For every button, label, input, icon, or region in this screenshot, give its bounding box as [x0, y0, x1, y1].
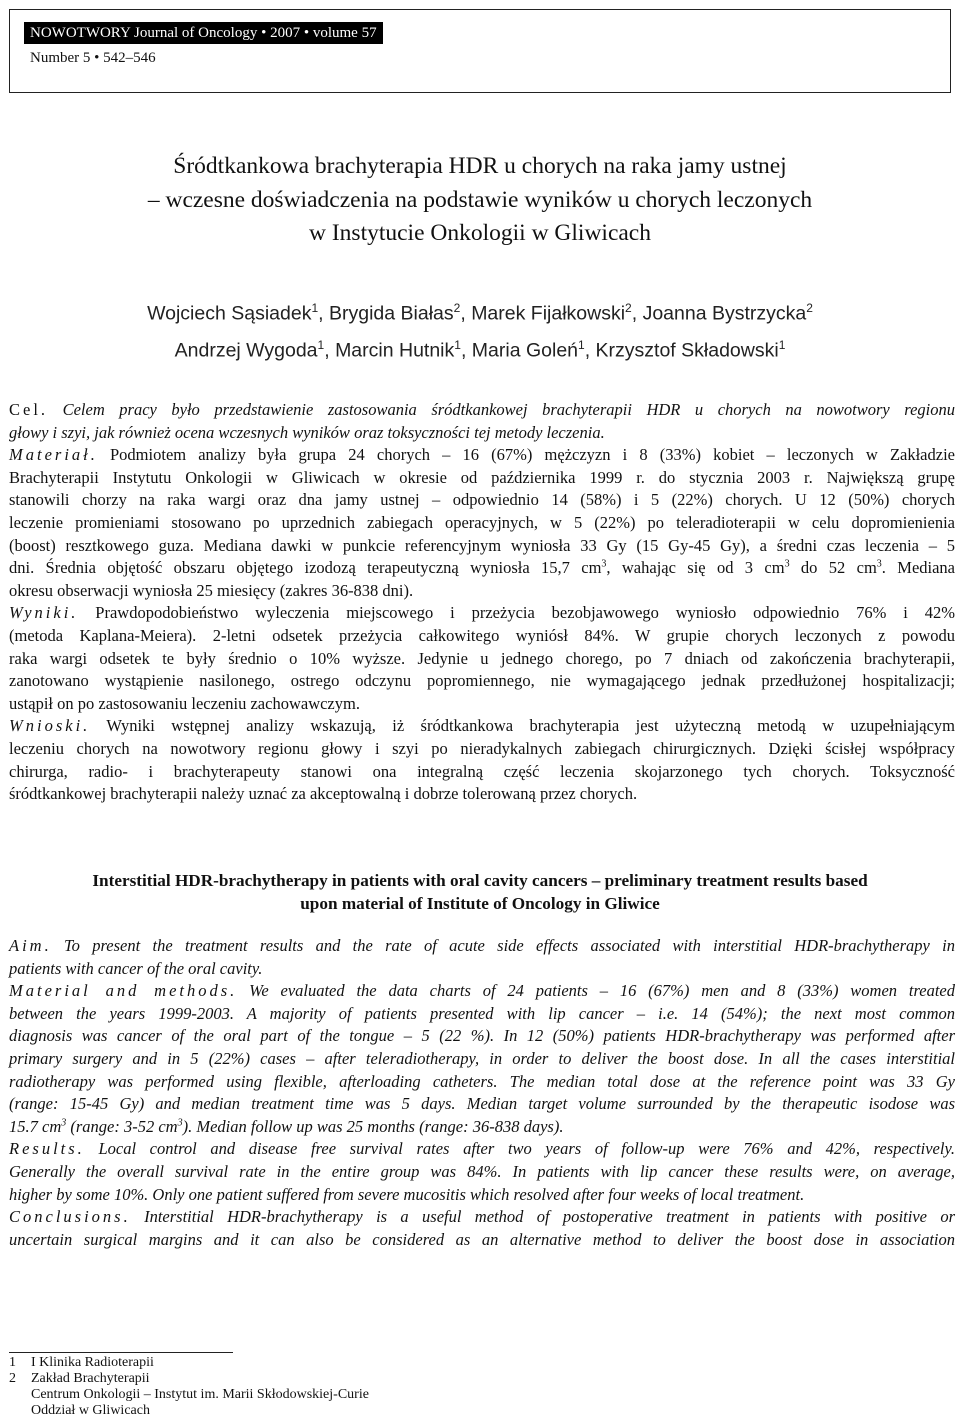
english-title-line: Interstitial HDR-brachytherapy in patients with oral cavity cancers – preliminary treatment results based	[92, 871, 868, 890]
footnote-text: Zakład Brachyterapii	[31, 1371, 150, 1386]
abstract-text: To present the treatment results and the rate of acute side effects associated with interstitial HDR-brachytherapy in	[51, 936, 955, 955]
footnote-text: Oddział w Gliwicach	[31, 1403, 150, 1418]
footnote-number	[9, 1403, 31, 1419]
abstract-text: We evaluated the data charts of 24 patients – 16 (67%) men and 8 (33%) women treated	[237, 981, 955, 1001]
abstract-text: raka wargi odsetek te były średnio o 10% wyższe. Jedynie u jednego chorego, po 7 dniach od zakończenia brachyterapii,	[9, 648, 955, 668]
abstract-line	[9, 535, 955, 558]
superscript: 3	[784, 558, 790, 570]
title-line: – wczesne doświadczenia na podstawie wyników u chorych leczonych	[147, 186, 813, 213]
affiliation-mark: 1	[578, 337, 585, 352]
abstract-text: , wahając się od 3 cm	[606, 558, 785, 578]
affiliation-mark: 1	[454, 337, 461, 352]
abstract-polish	[9, 399, 955, 806]
section-label: Material and methods.	[9, 981, 238, 1001]
author-name: Andrzej Wygoda	[174, 339, 318, 361]
abstract-text: śródtkankowej brachyterapii należy uznać za akceptowalną i dobrze tolerowaną przez chorych.	[9, 784, 638, 804]
author-name: Joanna Bystrzycka	[642, 302, 807, 325]
abstract-text: (range: 15-45 Gy) and median treatment time was 5 days. Median target volume surrounded by the therapeutic isodose was	[9, 1094, 955, 1114]
affiliation-mark: 1	[311, 301, 319, 315]
section-label: Materiał.	[9, 445, 98, 465]
abstract-text: between the years 1999-2003. A majority of patients presented with lip cancer – i.e. 14 (54%); the next most common	[9, 1003, 955, 1023]
abstract-line	[9, 670, 955, 693]
abstract-line	[9, 1048, 955, 1071]
affiliation-mark: 1	[778, 337, 786, 352]
abstract-line	[9, 1184, 955, 1207]
section-label: Cel.	[9, 400, 49, 419]
affiliation-mark: 2	[806, 301, 813, 315]
abstract-text: primary surgery and in 5 (22%) cases – after teleradiotherapy, in order to deliver the boost dose. In all the cases interstitial	[9, 1048, 955, 1068]
abstract-line	[9, 580, 955, 603]
abstract-line	[9, 783, 955, 806]
superscript: 3	[601, 558, 607, 570]
abstract-text: leczeniu chorych na nowotwory regionu głowy i szyi po nieradykalnych zabiegach chirurgicznych. Dzięki ścisłej współpracy	[9, 738, 955, 758]
title-line: Śródtkankowa brachyterapia HDR u chorych na raka jamy ustnej	[173, 153, 787, 179]
abstract-text: uncertain surgical margins and it can also be considered as an alternative method to deliver the boost dose in association	[9, 1229, 955, 1249]
footnote-line	[9, 1355, 369, 1371]
abstract-text: higher by some 10%. Only one patient suffered from severe mucositis which resolved after four weeks of local treatment.	[9, 1184, 805, 1204]
abstract-line	[9, 715, 955, 738]
english-title	[20, 869, 940, 915]
abstract-line	[9, 761, 955, 784]
abstract-line	[9, 602, 955, 625]
author-name: Marcin Hutnik	[335, 339, 455, 361]
abstract-line	[9, 1071, 955, 1094]
section-label: Results.	[9, 1139, 85, 1159]
abstract-text: głowy i szyi, jak również ocena wczesnych wyników oraz toksyczności tej metody leczenia.	[9, 422, 605, 442]
abstract-text: radiotherapy was performed using flexible, afterloading catheters. The median total dose at the reference point was 33 Gy	[9, 1071, 955, 1091]
author-name: Marek Fijałkowski	[471, 302, 626, 325]
abstract-line	[9, 444, 955, 467]
footnote-number: 2	[9, 1371, 16, 1386]
journal-name-banner: NOWOTWORY Journal of Oncology • 2007 • volume 57	[24, 22, 383, 44]
abstract-line	[9, 648, 955, 671]
abstract-line	[9, 1138, 955, 1161]
abstract-line	[9, 1229, 955, 1252]
abstract-text: diagnosis was cancer of the oral part of the tongue – 5 (22 %). In 12 (50%) patients HDR-brachytherapy was performed after	[9, 1026, 955, 1046]
abstract-english	[9, 935, 955, 1251]
footnote-number: 1	[9, 1355, 16, 1370]
title-line: w Instytucie Onkologii w Gliwicach	[309, 220, 651, 246]
abstract-text: Local control and disease free survival rates after two years of follow-up were 76% and 42%, respectively.	[84, 1139, 955, 1159]
footnote-line	[9, 1403, 369, 1419]
footnotes	[9, 1355, 369, 1419]
section-label: Wyniki.	[9, 603, 79, 623]
author-list	[30, 293, 930, 366]
abstract-text: Celem pracy było przedstawienie zastosowania śródtkankowej brachyterapii HDR u chorych na nowotwory regionu	[48, 400, 955, 419]
abstract-line	[9, 557, 955, 580]
abstract-text: Wyniki wstępnej analizy wskazują, iż śródtkankowa brachyterapia jest użyteczną metodą w uzupełniającym	[90, 716, 955, 736]
abstract-line	[9, 625, 955, 648]
footnote-line	[9, 1387, 369, 1403]
section-label: Wnioski.	[9, 716, 91, 736]
abstract-text: . Mediana	[881, 558, 955, 578]
footnote-text: Centrum Onkologii – Instytut im. Marii Skłodowskiej-Curie	[31, 1387, 369, 1402]
abstract-line	[9, 935, 955, 958]
article-title	[30, 150, 930, 251]
abstract-text: Interstitial HDR-brachytherapy is a useful method of postoperative treatment in patients with positive or	[130, 1207, 955, 1227]
abstract-line	[9, 738, 955, 761]
abstract-line	[9, 467, 955, 490]
section-label: Conclusions.	[9, 1207, 131, 1227]
abstract-line	[9, 980, 955, 1003]
abstract-text: patients with cancer of the oral cavity.	[9, 958, 263, 978]
author-name: Maria Goleń	[471, 339, 579, 361]
abstract-line	[9, 399, 955, 422]
english-title-line: upon material of Institute of Oncology in Gliwice	[300, 894, 660, 913]
abstract-text: dni. Średnia objętość obszaru objętego izodozą terapeutyczną wyniosła 15,7 cm	[9, 558, 602, 578]
author-name: Brygida Białas	[329, 302, 454, 325]
author-line: Wojciech Sąsiadek$^1$, Brygida Białas$^2$, Marek Fijałkowski$^2$, Joanna Bystrzycka$^2$	[147, 301, 813, 325]
abstract-text: 15.7 cm	[9, 1116, 62, 1136]
abstract-text: ). Median follow up was 25 months (range: 36-838 days).	[182, 1116, 564, 1136]
author-line: Andrzej Wygoda$^1$, Marcin Hutnik$^1$, Maria Goleń$^1$, Krzysztof Składowski$^1$	[174, 337, 786, 361]
issue-info: Number 5 • 542–546	[30, 50, 156, 66]
abstract-line	[9, 422, 955, 445]
abstract-text: Brachyterapii Instytutu Onkologii w Gliwicach w okresie od października 1999 r. do stycznia 2003 r. Największą grupę	[9, 467, 955, 487]
abstract-line	[9, 489, 955, 512]
abstract-line	[9, 1161, 955, 1184]
footnote-number	[9, 1387, 31, 1403]
abstract-line	[9, 512, 955, 535]
abstract-line	[9, 1025, 955, 1048]
footnote-text: I Klinika Radioterapii	[31, 1355, 154, 1370]
abstract-text: (range: 3-52 cm	[66, 1116, 178, 1136]
author-name: Wojciech Sąsiadek	[147, 302, 312, 325]
abstract-text: Prawdopodobieństwo wyleczenia miejscowego i przeżycia bezobjawowego wyniosło odpowiednio 76% i 42%	[78, 603, 955, 623]
abstract-text: ustąpił on po zastosowaniu leczeniu zachowawczym.	[9, 693, 360, 713]
abstract-text: do 52 cm	[789, 558, 877, 578]
abstract-text: okresu obserwacji wyniosła 25 miesięcy (zakres 36-838 dni).	[9, 580, 414, 600]
journal-header-box	[9, 9, 951, 93]
abstract-line	[9, 693, 955, 716]
abstract-text: leczenie promieniami stosowano po uprzednich zabiegach operacyjnych, w 5 (22%) po teleradioterapii w celu dopromienienia	[9, 512, 955, 532]
affiliation-mark: 1	[317, 337, 325, 352]
superscript: 3	[177, 1117, 183, 1129]
section-label: Aim.	[9, 936, 52, 955]
abstract-text: stanowili chorzy na raka wargi oraz dna jamy ustnej – odpowiednio 14 (58%) i 5 (22%) chorych. U 12 (50%) chorych	[9, 490, 955, 510]
abstract-line	[9, 1116, 955, 1139]
abstract-line	[9, 958, 955, 981]
footnote-divider	[9, 1352, 233, 1353]
affiliation-mark: 2	[625, 301, 632, 315]
abstract-text: zanotowano wystąpienie nasilonego, ostrego odczynu popromiennego, nie wymagającego jednak przedłużonej hospitalizacji;	[9, 671, 955, 691]
abstract-text: Generally the overall survival rate in the entire group was 84%. In patients with lip cancer these results were, on average,	[9, 1161, 955, 1181]
abstract-line	[9, 1206, 955, 1229]
superscript: 3	[876, 558, 882, 570]
superscript: 3	[61, 1117, 67, 1129]
abstract-line	[9, 1093, 955, 1116]
footnote-line	[9, 1371, 369, 1387]
abstract-text: (metoda Kaplana-Meiera). 2-letni odsetek przeżycia całkowitego wyniósł 84%. W grupie chorych leczonych z powodu	[9, 625, 955, 645]
abstract-text: Podmiotem analizy była grupa 24 chorych – 16 (67%) mężczyzn i 8 (33%) kobiet – leczonych w Zakładzie	[97, 445, 955, 465]
author-name: Krzysztof Składowski	[595, 339, 779, 361]
abstract-text: (boost) resztkowego guza. Mediana dawki w punkcie referencyjnym wyniosła 33 Gy (15 Gy-45 Gy), a średni czas leczenia – 5	[9, 535, 955, 555]
abstract-text: chirurga, radio- i brachyterapeuty stanowi ona integralną część leczenia skojarzonego tych chorych. Toksyczność	[9, 761, 955, 781]
abstract-line	[9, 1003, 955, 1026]
affiliation-mark: 2	[453, 301, 461, 315]
